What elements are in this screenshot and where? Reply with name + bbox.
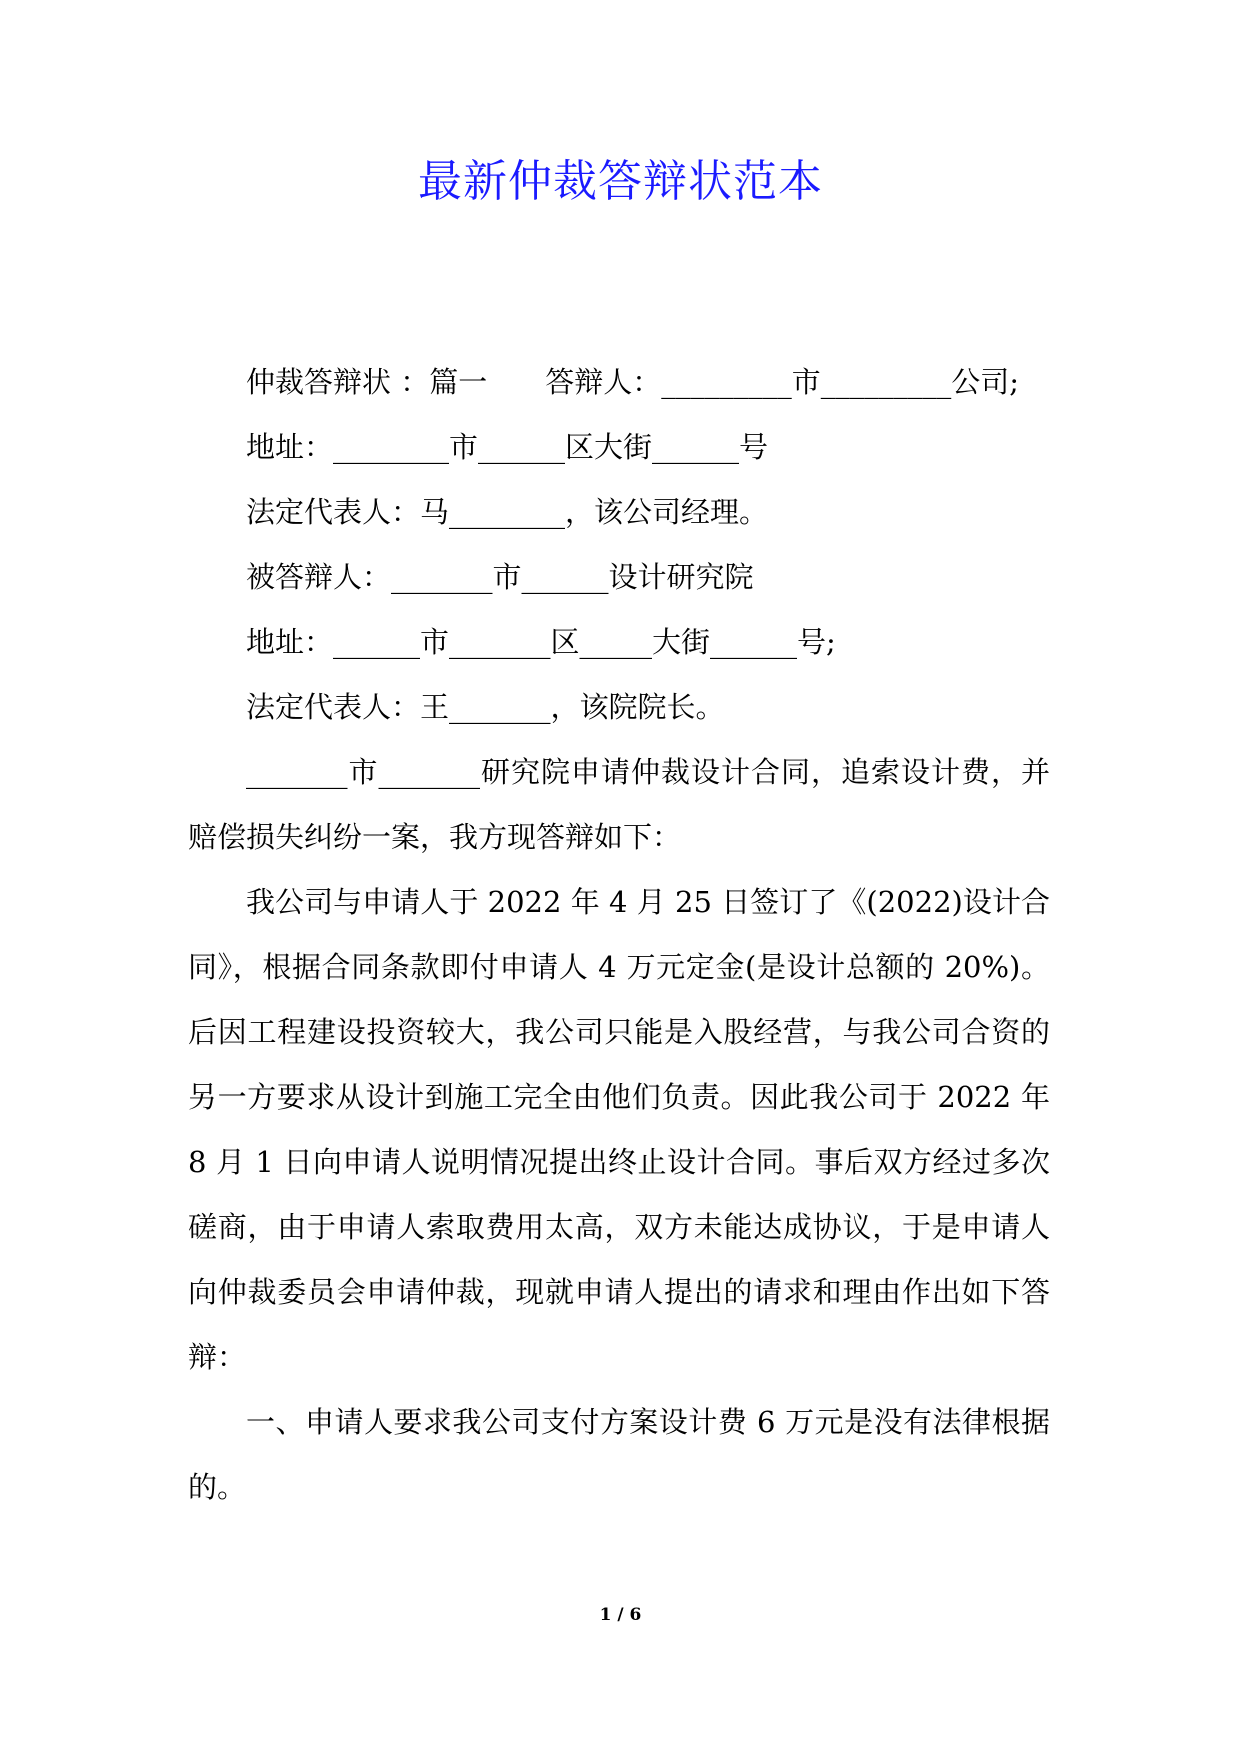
page-number: 1 / 6 — [599, 1605, 642, 1625]
paragraph-facts: 我公司与申请人于 2022 年 4 月 25 日签订了《(2022)设计合同》，根据合同条款即付申请人 4 万元定金(是设计总额的 20%)。后因工程建设投资较大，我公司只能是入股经营，与我公司合资的另一方要求从设计到施工完全由他们负责。因此我公司于 2022 年 8 月 1 日向申请人说明情况提出终止设计合同。事后双方经过多次磋商，由于申请人索取费用太高，双方未能达成协议，于是申请人向仲裁委员会申请仲裁，现就申请人提出的请求和理由作出如下答辩： — [188, 885, 1050, 1374]
paragraph-claimant: 被答辩人：_______市______设计研究院 — [246, 560, 754, 594]
paragraph-respondent: 仲裁答辩状 ：篇一 答辩人：_________市_________公司; — [246, 365, 1019, 399]
paragraph-respondent-address: 地址：________市______区大街______号 — [246, 430, 769, 464]
document-body — [188, 350, 1050, 1520]
paragraph-respondent-legal-rep: 法定代表人：马________，该公司经理。 — [246, 495, 769, 529]
document-title: 最新仲裁答辩状范本 — [418, 156, 823, 207]
paragraph-case-intro: _______市_______研究院申请仲裁设计合同，追索设计费，并赔偿损失纠纷一案，我方现答辩如下： — [188, 755, 1050, 854]
paragraph-claimant-legal-rep: 法定代表人：王_______，该院院长。 — [246, 690, 725, 724]
paragraph-point-one: 一、申请人要求我公司支付方案设计费 6 万元是没有法律根据的。 — [188, 1405, 1050, 1504]
paragraph-claimant-address: 地址：______市_______区_____大街______号; — [246, 625, 836, 659]
